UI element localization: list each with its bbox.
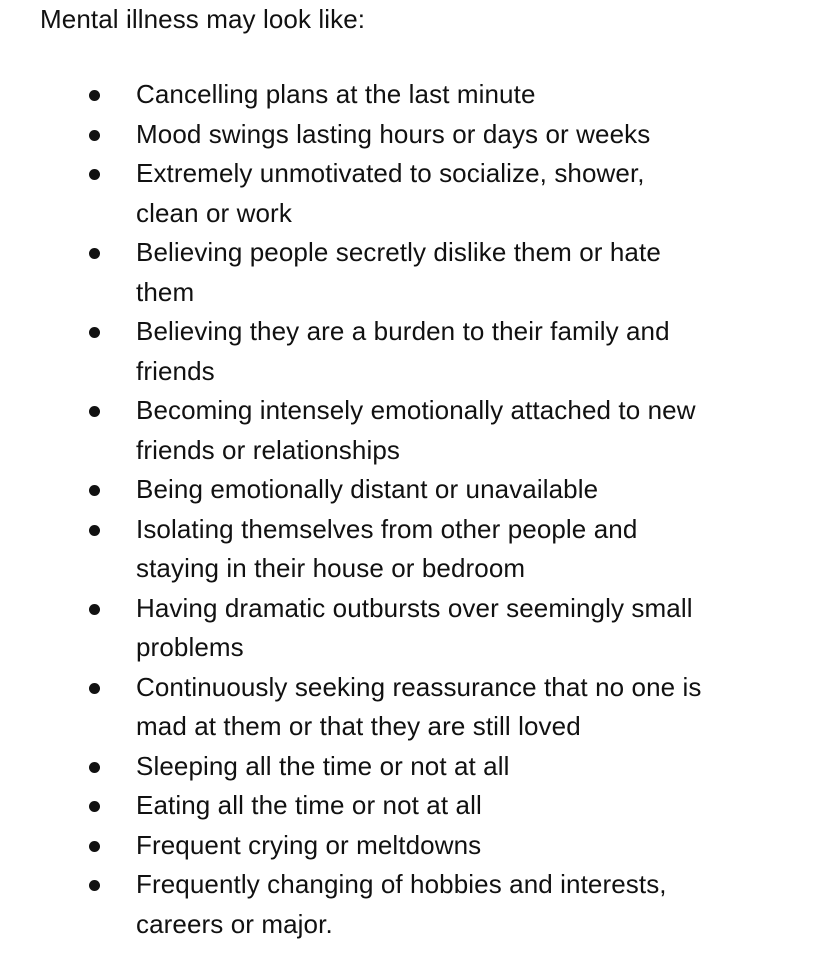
list-item — [0, 786, 818, 826]
bullet-dot-icon — [89, 406, 100, 417]
list-item-text-line: careers or major. — [136, 908, 333, 939]
list-item — [0, 154, 818, 233]
list-item — [0, 75, 818, 115]
symptom-bullet-list — [0, 75, 818, 944]
bullet-dot-icon — [89, 327, 100, 338]
bullet-dot-icon — [89, 525, 100, 536]
list-item-text-line: Believing people secretly dislike them or hate — [136, 237, 661, 267]
list-item-text-line: Isolating themselves from other people and — [136, 513, 638, 544]
bullet-dot-icon — [89, 841, 100, 852]
list-item — [0, 865, 818, 944]
list-item — [0, 747, 818, 787]
list-item-text-line: Cancelling plans at the last minute — [136, 79, 536, 109]
list-item — [0, 312, 818, 391]
list-item-text-line: Being emotionally distant or unavailable — [136, 474, 599, 504]
list-item-text-line: friends or relationships — [136, 434, 400, 465]
bullet-dot-icon — [89, 248, 100, 259]
list-item — [0, 470, 818, 510]
list-item — [0, 589, 818, 668]
list-item-text-line: Believing they are a burden to their family and — [136, 316, 670, 346]
bullet-dot-icon — [89, 169, 100, 180]
list-item — [0, 826, 818, 866]
list-item-text-line: friends — [136, 355, 215, 386]
list-item — [0, 668, 818, 747]
list-item — [0, 233, 818, 312]
bullet-dot-icon — [89, 762, 100, 773]
list-item-text-line: Frequent crying or meltdowns — [136, 829, 482, 860]
list-item — [0, 115, 818, 155]
list-item-text-line: Sleeping all the time or not at all — [136, 750, 510, 781]
bullet-dot-icon — [89, 604, 100, 615]
list-item-text-line: Continuously seeking reassurance that no one is — [136, 671, 702, 702]
list-item-text-line: Having dramatic outbursts over seemingly small — [136, 592, 693, 623]
bullet-dot-icon — [89, 801, 100, 812]
list-item-text-line: them — [136, 276, 195, 307]
bullet-dot-icon — [89, 880, 100, 891]
bullet-dot-icon — [89, 90, 100, 101]
list-item-text-line: Becoming intensely emotionally attached to new — [136, 395, 696, 425]
bullet-dot-icon — [89, 485, 100, 496]
list-item-text-line: Frequently changing of hobbies and interests, — [136, 869, 667, 899]
list-item-text-line: Eating all the time or not at all — [136, 790, 482, 820]
list-item-text-line: Extremely unmotivated to socialize, shower, — [136, 158, 645, 188]
bullet-dot-icon — [89, 130, 100, 141]
list-item — [0, 391, 818, 470]
list-item-text-line: staying in their house or bedroom — [136, 553, 526, 583]
list-item-text-line: problems — [136, 632, 244, 662]
list-item — [0, 510, 818, 589]
document-heading: Mental illness may look like: — [40, 4, 366, 34]
list-item-text-line: mad at them or that they are still loved — [136, 711, 581, 741]
list-item-text-line: Mood swings lasting hours or days or weeks — [136, 118, 651, 149]
bullet-dot-icon — [89, 683, 100, 694]
list-item-text-line: clean or work — [136, 197, 292, 228]
